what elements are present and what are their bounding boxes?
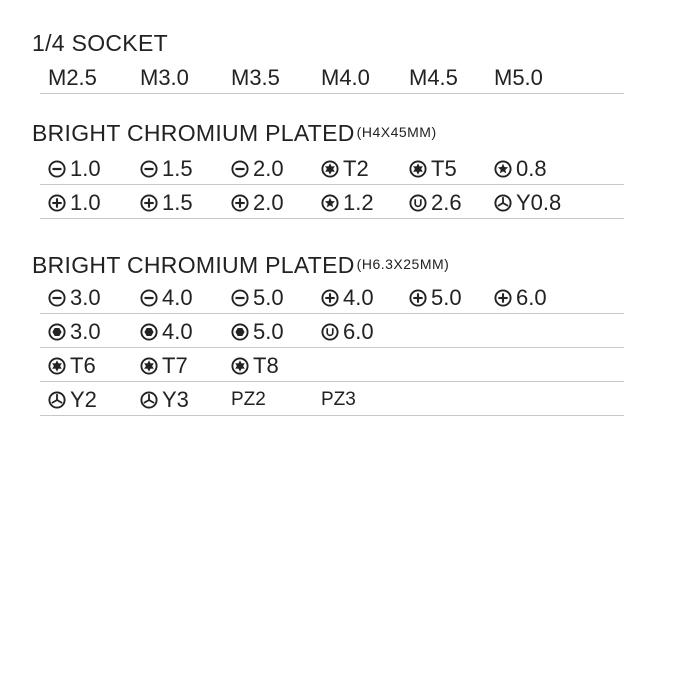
bit-size-label: Y2: [70, 387, 97, 412]
bit-item: [321, 63, 370, 93]
phillips-icon: [409, 289, 427, 307]
bit-item: [494, 154, 547, 184]
bit-item: [231, 283, 284, 313]
bit-size-label: M4.0: [321, 65, 370, 90]
bit-size-label: 3.0: [70, 285, 101, 310]
phillips-icon: [494, 289, 512, 307]
bit-size-label: Y3: [162, 387, 189, 412]
bit-size-label: 6.0: [516, 285, 547, 310]
bit-item: [140, 317, 193, 347]
bit-item: [48, 351, 96, 381]
section-title: BRIGHT CHROMIUM PLATED: [32, 252, 355, 278]
bit-item: [140, 154, 193, 184]
bit-size-label: M2.5: [48, 65, 97, 90]
bit-size-label: 5.0: [253, 319, 284, 344]
torx-icon: [48, 357, 66, 375]
bit-item: [140, 63, 189, 93]
bit-item: [48, 63, 97, 93]
bit-size-label: T5: [431, 156, 457, 181]
bit-row: [40, 283, 624, 314]
phillips-icon: [48, 194, 66, 212]
bit-item: [231, 63, 280, 93]
slotted-icon: [140, 289, 158, 307]
bit-size-label: M3.0: [140, 65, 189, 90]
bit-size-label: 2.6: [431, 190, 462, 215]
bit-size-label: 1.0: [70, 190, 101, 215]
hex-icon: [231, 323, 249, 341]
bit-item: [48, 188, 101, 218]
section-heading: [32, 120, 437, 147]
bit-size-label: Y0.8: [516, 190, 562, 215]
section-heading: [32, 30, 170, 57]
slotted-icon: [231, 289, 249, 307]
bit-item: [409, 154, 457, 184]
bit-size-label: T7: [162, 353, 188, 378]
torx-icon: [231, 357, 249, 375]
bit-size-label: 1.5: [162, 156, 193, 181]
bit-row: [40, 63, 624, 94]
bit-row: [40, 317, 624, 348]
slotted-icon: [231, 160, 249, 178]
bit-item: [409, 63, 458, 93]
bit-item: [231, 385, 266, 415]
bit-size-label: 3.0: [70, 319, 101, 344]
bit-size-label: 4.0: [162, 285, 193, 310]
bit-size-label: M3.5: [231, 65, 280, 90]
torx-icon: [321, 160, 339, 178]
bit-item: [494, 63, 543, 93]
bit-size-label: PZ3: [321, 389, 356, 410]
hex-icon: [48, 323, 66, 341]
bit-item: [321, 385, 356, 415]
section-title: BRIGHT CHROMIUM PLATED: [32, 120, 355, 146]
hex-icon: [140, 323, 158, 341]
phillips-icon: [321, 289, 339, 307]
bit-item: [321, 154, 369, 184]
bit-row: [40, 385, 624, 416]
pentalobe-icon: [494, 160, 512, 178]
pentalobe-icon: [321, 194, 339, 212]
tri-wing-icon: [48, 391, 66, 409]
bit-item: [140, 188, 193, 218]
bit-size-label: M5.0: [494, 65, 543, 90]
slotted-icon: [140, 160, 158, 178]
bit-item: [231, 351, 279, 381]
bit-size-label: 4.0: [343, 285, 374, 310]
bit-item: [140, 351, 188, 381]
bit-item: [231, 188, 284, 218]
tri-wing-icon: [494, 194, 512, 212]
phillips-icon: [231, 194, 249, 212]
section-subtitle: (H4X45MM): [356, 124, 437, 140]
bit-item: [231, 154, 284, 184]
bit-size-label: 1.2: [343, 190, 374, 215]
bit-item: [409, 283, 462, 313]
bit-item: [231, 317, 284, 347]
phillips-icon: [140, 194, 158, 212]
bit-item: [494, 283, 547, 313]
bit-size-label: 6.0: [343, 319, 374, 344]
bit-item: [48, 154, 101, 184]
u-shape-icon: [409, 194, 427, 212]
bit-size-label: 5.0: [431, 285, 462, 310]
bit-item: [321, 188, 374, 218]
bit-row: [40, 154, 624, 185]
bit-item: [48, 385, 97, 415]
bit-size-label: 1.0: [70, 156, 101, 181]
slotted-icon: [48, 289, 66, 307]
section-heading: [32, 252, 449, 279]
bit-item: [140, 283, 193, 313]
bit-item: [48, 283, 101, 313]
bit-size-label: M4.5: [409, 65, 458, 90]
bit-item: [321, 283, 374, 313]
bit-size-label: 4.0: [162, 319, 193, 344]
bit-item: [494, 188, 561, 218]
bit-row: [40, 188, 624, 219]
tri-wing-icon: [140, 391, 158, 409]
bit-size-label: PZ2: [231, 389, 266, 410]
bit-item: [409, 188, 462, 218]
bit-row: [40, 351, 624, 382]
bit-size-label: T2: [343, 156, 369, 181]
bit-size-label: 5.0: [253, 285, 284, 310]
bit-size-label: 2.0: [253, 156, 284, 181]
section-subtitle: (H6.3X25MM): [356, 256, 450, 272]
u-shape-icon: [321, 323, 339, 341]
bit-size-label: 0.8: [516, 156, 547, 181]
bit-item: [48, 317, 101, 347]
section-title: 1/4 SOCKET: [32, 30, 168, 56]
slotted-icon: [48, 160, 66, 178]
bit-size-label: 2.0: [253, 190, 284, 215]
bit-size-label: T8: [253, 353, 279, 378]
bit-item: [321, 317, 374, 347]
bit-item: [140, 385, 189, 415]
torx-icon: [409, 160, 427, 178]
torx-icon: [140, 357, 158, 375]
bit-size-label: 1.5: [162, 190, 193, 215]
bit-size-label: T6: [70, 353, 96, 378]
